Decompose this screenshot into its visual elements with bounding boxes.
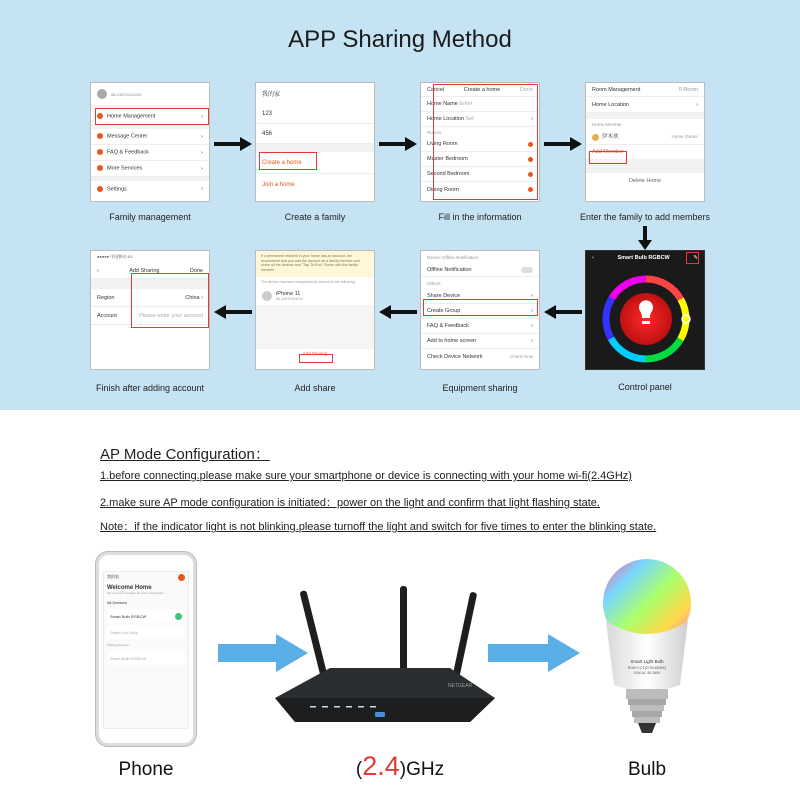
delete-home-button[interactable]: Delete Home <box>628 178 662 184</box>
screen-equipment-sharing <box>420 250 540 370</box>
faq-item[interactable]: FAQ & Feedback › <box>421 319 539 334</box>
device-row[interactable]: Smart Bulb RGBCW <box>107 651 185 665</box>
phone-illustration <box>96 552 196 746</box>
caption-control-panel: Control panel <box>618 382 672 392</box>
arrow-left-icon <box>214 305 252 319</box>
avatar <box>97 89 107 99</box>
highlight-box <box>686 252 699 264</box>
ap-mode-title: AP Mode Configuration： <box>100 446 270 463</box>
create-group-item[interactable]: Create Group › <box>421 304 539 319</box>
screen-title: Add Sharing <box>129 267 160 274</box>
cancel-button[interactable]: Cancel <box>427 86 445 93</box>
highlight-box <box>131 273 209 328</box>
add-sharing-button[interactable]: Add Sharing <box>302 351 328 356</box>
home-member-header: Home Member <box>592 121 622 127</box>
device-row[interactable]: Smart Led Strip <box>107 625 185 639</box>
status-bar: ●●●●● 中国移动 4G <box>97 254 133 259</box>
back-icon[interactable]: ‹ <box>97 267 99 274</box>
screen-fill-info <box>420 82 540 202</box>
screen-title: Create a home <box>463 86 501 93</box>
caption-fill-info: Fill in the information <box>438 212 522 222</box>
highlight-box <box>95 108 209 125</box>
caption-add-share: Add share <box>294 383 336 393</box>
room-item[interactable]: Dining Room <box>421 182 539 197</box>
region-field[interactable]: Region China › <box>91 289 209 307</box>
join-home-button[interactable]: Join a home <box>262 182 295 188</box>
router-illustration <box>270 580 500 730</box>
menu-more-services[interactable]: More Services › <box>91 161 209 177</box>
highlight-box <box>299 354 333 363</box>
screen-title: 我的家 <box>262 92 281 98</box>
gear-icon <box>97 186 103 192</box>
home-location-label: Home Location <box>592 101 629 108</box>
device-row[interactable]: Smart Bulb RGBCW <box>107 609 185 623</box>
user-id: 86-13570104234 <box>111 91 142 97</box>
arrow-right-icon <box>544 137 582 151</box>
add-member-button[interactable]: Add Member <box>592 149 624 155</box>
highlight-box <box>433 84 538 200</box>
avatar <box>592 134 599 141</box>
frequency-label: (2.4)GHz <box>355 751 445 781</box>
screen-family-management <box>90 82 210 202</box>
screen-title: Smart Bulb RGBCW <box>617 255 670 261</box>
arrow-left-icon <box>544 305 582 319</box>
room-item[interactable]: Master Bedroom <box>421 152 539 167</box>
screen-add-share <box>255 250 375 370</box>
screen-home-members: Room Management 0 Room Home Location › Home Member 伊木欢 Home Owner Add Member Delete Home <box>585 82 705 202</box>
room-item[interactable]: Living Room <box>421 137 539 152</box>
screen-add-sharing-form <box>90 250 210 370</box>
all-devices-tab[interactable]: All Devices <box>107 600 127 605</box>
bulb-label: Bulb <box>627 759 667 780</box>
done-button[interactable]: Done <box>189 267 203 274</box>
bulb-text: 10W AC 85-265V <box>633 671 661 675</box>
share-note: If a permanent resident in your home has an account, we recommend that you add the account as a family member and share all the devices and "Tap-To-Run" Scene with the family member <box>256 251 374 277</box>
create-home-button[interactable]: Create a home <box>256 152 374 174</box>
instruction-note: Note：if the indicator light is not blinking.please turnoff the light and switch for five times to enter the blinking state. <box>100 521 657 533</box>
frequency-value: 2.4 <box>362 751 400 781</box>
app-sharing-title: APP Sharing Method <box>288 26 512 53</box>
more-icon <box>97 165 103 171</box>
highlight-box <box>259 152 317 170</box>
rooms-header: Rooms <box>427 129 442 135</box>
bulb-text: RGB+CCT(2700-6500K) <box>627 666 667 670</box>
avatar <box>262 291 272 301</box>
highlight-box <box>589 151 627 164</box>
home-location-field[interactable]: Home Location Set › <box>421 112 539 127</box>
welcome-text: Welcome Home <box>107 585 152 591</box>
home-item: 123 <box>256 104 374 124</box>
faq-icon <box>97 149 103 155</box>
menu-faq[interactable]: FAQ & Feedback › <box>91 145 209 161</box>
notification-header: Device Offline Notification <box>427 254 479 260</box>
screen-control-panel: ‹ Smart Bulb RGBCW ✎ <box>585 250 705 370</box>
arrow-right-icon <box>379 137 417 151</box>
caption-finish: Finish after adding account <box>95 383 205 393</box>
caption-enter-family: Enter the family to add members <box>579 212 711 222</box>
share-device-item[interactable]: Share Device › <box>421 289 539 304</box>
arrow-left-icon <box>379 305 417 319</box>
caption-create-family: Create a family <box>284 212 346 222</box>
screen-create-family <box>255 82 375 202</box>
home-item: 456 <box>256 124 374 144</box>
menu-settings[interactable]: Settings › <box>91 181 209 197</box>
message-icon <box>97 133 103 139</box>
check-network-item[interactable]: Check Device Network Check Now <box>427 353 533 360</box>
bulb-text: Smart Light Bulb <box>630 659 664 664</box>
edit-icon[interactable]: ✎ <box>693 255 698 261</box>
room-management-label: Room Management <box>592 86 641 93</box>
add-icon[interactable] <box>178 574 185 581</box>
arrow-right-icon <box>488 634 580 672</box>
home-selector: 我的家 <box>107 574 119 579</box>
caption-family-management: Family management <box>109 212 191 222</box>
offline-notification-toggle[interactable]: Offline Notification <box>421 263 539 277</box>
member-row[interactable]: 伊木欢 Home Owner <box>586 129 704 145</box>
arrow-down-icon <box>638 226 652 250</box>
highlight-box <box>423 299 538 316</box>
bulb-illustration <box>592 555 702 755</box>
others-header: Others <box>427 280 441 286</box>
color-wheel[interactable] <box>600 273 692 365</box>
router-brand: NETGEAR <box>448 683 473 689</box>
account-field[interactable]: Account Please enter your account <box>91 307 209 325</box>
instruction-line-2: 2.make sure AP mode configuration is initiated：power on the light and confirm that light flashing state. <box>100 497 600 509</box>
shared-user-row[interactable]: iPhone 11 86-13570104234 <box>256 287 374 305</box>
home-name-field[interactable]: Home Name Enter <box>421 97 539 112</box>
home-screen-item[interactable]: Add to home screen › <box>421 334 539 349</box>
instruction-line-1: 1.before connecting.please make sure your smartphone or device is connecting with your home wi-fi(2.4GHz) <box>100 470 632 482</box>
menu-message-center[interactable]: Message Center › <box>91 129 209 145</box>
done-button[interactable]: Done <box>519 86 533 93</box>
room-item[interactable]: Second Bedroom <box>421 167 539 182</box>
shared-list-header: The device has been independently shared to the following <box>261 280 355 284</box>
caption-equipment-sharing: Equipment sharing <box>442 383 518 393</box>
arrow-right-icon <box>214 137 252 151</box>
welcome-sub: Set the home location for more information <box>107 591 164 595</box>
phone-label: Phone <box>118 759 174 780</box>
menu-home-management[interactable]: Home Management › <box>91 109 209 125</box>
shared-devices-header: Sharing Devices <box>107 643 129 647</box>
